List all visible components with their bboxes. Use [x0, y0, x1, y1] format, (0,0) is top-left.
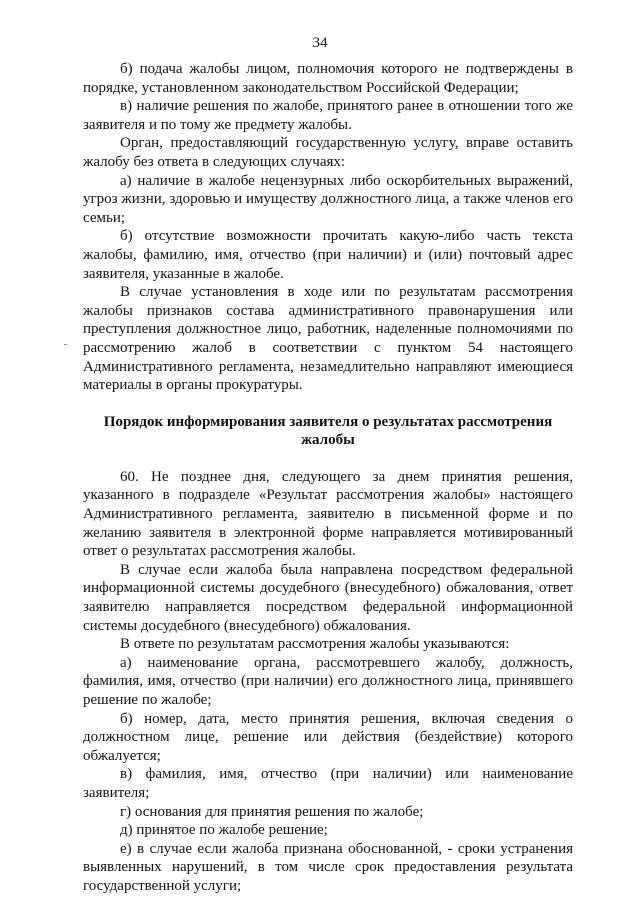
- section-heading: Порядок информирования заявителя о результатах рассмотрения жалобы: [103, 413, 553, 449]
- spacer: [83, 395, 573, 413]
- document-body: [83, 60, 573, 896]
- paragraph: Орган, предоставляющий государственную услугу, вправе оставить жалобу без ответа в следующих случаях:: [83, 135, 573, 170]
- paragraph: В случае если жалоба была направлена посредством федеральной информационной системы досудебного (внесудебного) обжалования, ответ заявителю направляется посредством федеральной информационной системы досудебного (внесудебного) обжалования.: [83, 561, 573, 634]
- paragraph: в) фамилия, имя, отчество (при наличии) или наименование заявителя;: [83, 766, 573, 801]
- paragraph: д) принятое по жалобе решение;: [120, 822, 328, 839]
- paragraph: В ответе по результатам рассмотрения жалобы указываются:: [120, 636, 510, 653]
- paragraph: е) в случае если жалоба признана обоснованной, - сроки устранения выявленных нарушений, в том числе срок предоставления результата государственной услуги;: [83, 840, 573, 894]
- paragraph: а) наличие в жалобе нецензурных либо оскорбительных выражений, угроз жизни, здоровью и имуществу должностного лица, а также членов его семьи;: [83, 172, 573, 226]
- paragraph: б) номер, дата, место принятия решения, включая сведения о должностном лице, решение или действия (бездействие) которого обжалуется;: [83, 710, 573, 764]
- paragraph: В случае установления в ходе или по результатам рассмотрения жалобы признаков состава административного правонарушения или преступления должностное лицо, работник, наделенные полномочиями по рассмотрению жалоб в соответствии с пунктом 54 настоящего Административного регламента, незамедлительно направляют имеющиеся материалы в органы прокуратуры.: [83, 284, 573, 394]
- page-number: 34: [312, 35, 328, 51]
- spacer: [83, 450, 573, 468]
- paragraph: б) подача жалобы лицом, полномочия которого не подтверждены в порядке, установленном законодательством Российской Федерации;: [83, 61, 573, 96]
- paragraph: а) наименование органа, рассмотревшего жалобу, должность, фамилия, имя, отчество (при наличии) его должностного лица, принявшего решение по жалобе;: [83, 654, 573, 708]
- paragraph: в) наличие решения по жалобе, принятого ранее в отношении того же заявителя и по тому же предмету жалобы.: [83, 98, 573, 133]
- paragraph: г) основания для принятия решения по жалобе;: [120, 803, 424, 820]
- margin-mark: [64, 344, 67, 345]
- paragraph: 60. Не позднее дня, следующего за днем принятия решения, указанного в подразделе «Результат рассмотрения жалобы» настоящего Административного регламента, заявителю в письменной форме и по желанию заявителя в электронной форме направляется мотивированный ответ о результатах рассмотрения жалобы.: [83, 468, 573, 560]
- paragraph: б) отсутствие возможности прочитать какую-либо часть текста жалобы, фамилию, имя, отчество (при наличии) и (или) почтовый адрес заявителя, указанные в жалобе.: [83, 228, 573, 282]
